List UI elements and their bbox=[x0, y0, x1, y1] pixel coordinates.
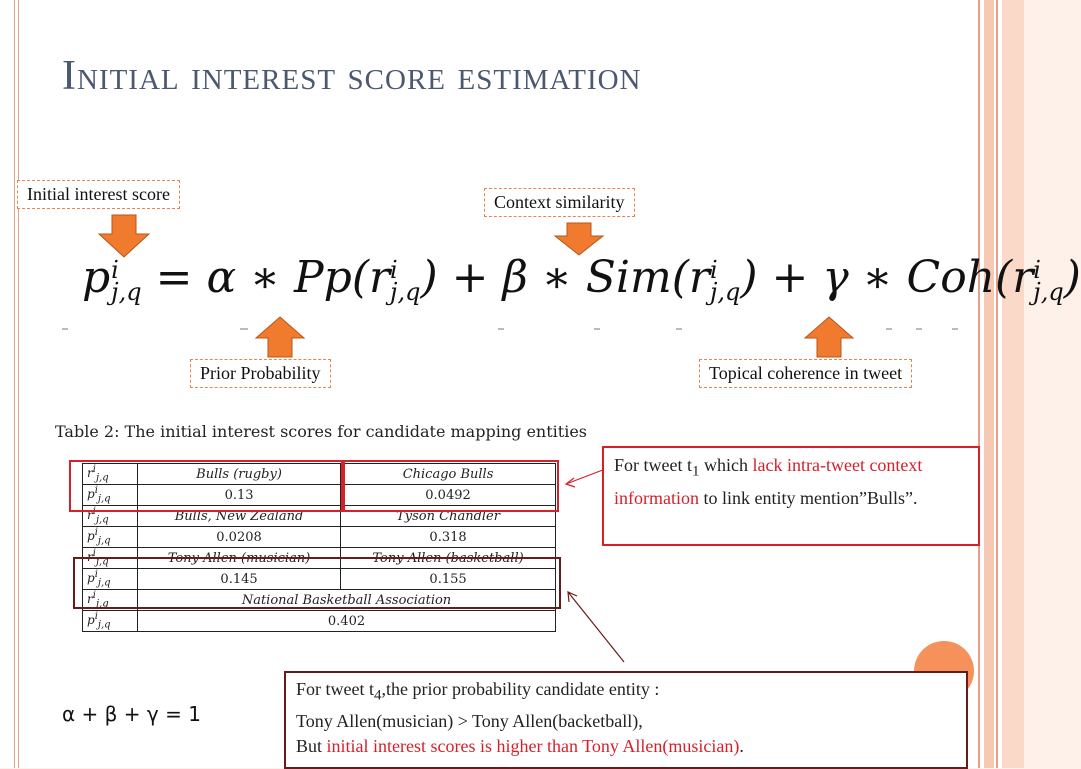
callout-topical-coherence: Topical coherence in tweet bbox=[699, 359, 912, 388]
table-cell: Bulls (rugby) bbox=[138, 464, 341, 485]
note-subscript: 1 bbox=[692, 463, 700, 480]
up-arrow-icon bbox=[804, 316, 854, 358]
formula-sup: i bbox=[111, 255, 119, 284]
right-border-line bbox=[996, 0, 998, 768]
slide-title: Initial interest score estimation bbox=[62, 53, 642, 99]
note-line: Tony Allen(musician) > Tony Allen(backetball), bbox=[296, 710, 643, 731]
row-symbol-p: $p^i_{j,q}$ bbox=[83, 485, 138, 506]
table-cell: 0.402 bbox=[138, 611, 556, 632]
row-symbol-r: $r^i_{j,q}$ bbox=[83, 548, 138, 569]
table-cell: 0.0492 bbox=[341, 485, 556, 506]
right-border-line bbox=[978, 0, 980, 768]
pointer-arrow-icon bbox=[560, 586, 630, 666]
divider bbox=[886, 328, 892, 330]
table-cell: 0.145 bbox=[138, 569, 341, 590]
formula-sup: i bbox=[709, 255, 718, 284]
right-border-band bbox=[1002, 0, 1024, 768]
callout-prior-probability: Prior Probability bbox=[190, 359, 331, 388]
table-cell: Tyson Chandler bbox=[341, 506, 556, 527]
divider bbox=[240, 328, 248, 330]
divider bbox=[952, 328, 958, 330]
formula-lhs: p bbox=[82, 252, 111, 303]
formula-sup: i bbox=[390, 255, 398, 284]
table-cell: Chicago Bulls bbox=[341, 464, 556, 485]
note-text: For tweet t bbox=[614, 455, 692, 475]
table-cell: 0.0208 bbox=[138, 527, 341, 548]
formula-sub: j,q bbox=[111, 277, 142, 306]
table-cell: 0.155 bbox=[341, 569, 556, 590]
note-line: For tweet $t_4,the$ prior probability candidate entity : bbox=[296, 679, 660, 704]
note-text: to link entity mention”Bulls”. bbox=[698, 487, 918, 508]
down-arrow-icon bbox=[554, 222, 604, 256]
row-symbol-r: $r^i_{j,q}$ bbox=[83, 590, 138, 611]
table-cell: Tony Allen (musician) bbox=[138, 548, 341, 569]
table-cell: 0.13 bbox=[138, 485, 341, 506]
weights-constraint: α + β + γ = 1 bbox=[62, 702, 201, 726]
right-border-band bbox=[984, 0, 994, 768]
divider bbox=[594, 328, 600, 330]
highlight-box-tony-allen bbox=[73, 557, 561, 609]
table-row bbox=[83, 527, 556, 548]
table-row bbox=[83, 611, 556, 632]
row-symbol-r: $r^i_{j,q}$ bbox=[83, 506, 138, 527]
row-symbol-r: $r^i_{j,q}$ bbox=[83, 464, 138, 485]
note-tweet-t1 bbox=[602, 446, 980, 546]
formula-term-coherence: ) + γ ∗ Coh(r bbox=[740, 252, 1034, 303]
note-line: But initial interest scores is higher than Tony Allen(musician). bbox=[296, 735, 744, 756]
formula-term-prior: = α ∗ Pp(r bbox=[155, 252, 391, 303]
table-cell: 0.318 bbox=[341, 527, 556, 548]
formula-sub: j,q bbox=[390, 277, 421, 306]
formula-close: ) bbox=[1063, 252, 1081, 303]
note-tweet-t4 bbox=[284, 671, 968, 769]
table-cell: Bulls, New Zealand bbox=[138, 506, 341, 527]
row-symbol-p: $p^i_{j,q}$ bbox=[83, 569, 138, 590]
divider bbox=[676, 328, 682, 330]
left-border-line bbox=[14, 0, 15, 768]
callout-initial-interest-score: Initial interest score bbox=[17, 180, 180, 209]
formula-sup: i bbox=[1033, 255, 1041, 284]
formula-sub: j,q bbox=[1033, 277, 1064, 306]
row-symbol-p: $p^i_{j,q}$ bbox=[83, 611, 138, 632]
highlight-box-chicago-bulls bbox=[343, 460, 559, 512]
note-highlight-text: lack intra-tweet context information bbox=[614, 455, 923, 508]
up-arrow-icon bbox=[255, 316, 305, 358]
divider bbox=[498, 328, 504, 330]
table-cell: National Basketball Association bbox=[138, 590, 556, 611]
formula-term-similarity: ) + β ∗ Sim(r bbox=[420, 252, 710, 303]
note-text: which bbox=[699, 455, 753, 475]
callout-context-similarity: Context similarity bbox=[484, 188, 635, 217]
table-cell: Tony Allen (basketball) bbox=[341, 548, 556, 569]
table-caption: Table 2: The initial interest scores for candidate mapping entities bbox=[55, 422, 587, 441]
left-border-line bbox=[18, 0, 19, 768]
divider bbox=[916, 328, 922, 330]
interest-score-formula bbox=[82, 252, 1081, 306]
formula-sub: j,q bbox=[709, 277, 741, 306]
row-symbol-p: $p^i_{j,q}$ bbox=[83, 527, 138, 548]
divider bbox=[62, 328, 68, 330]
highlight-box-bulls-rugby bbox=[69, 460, 343, 512]
